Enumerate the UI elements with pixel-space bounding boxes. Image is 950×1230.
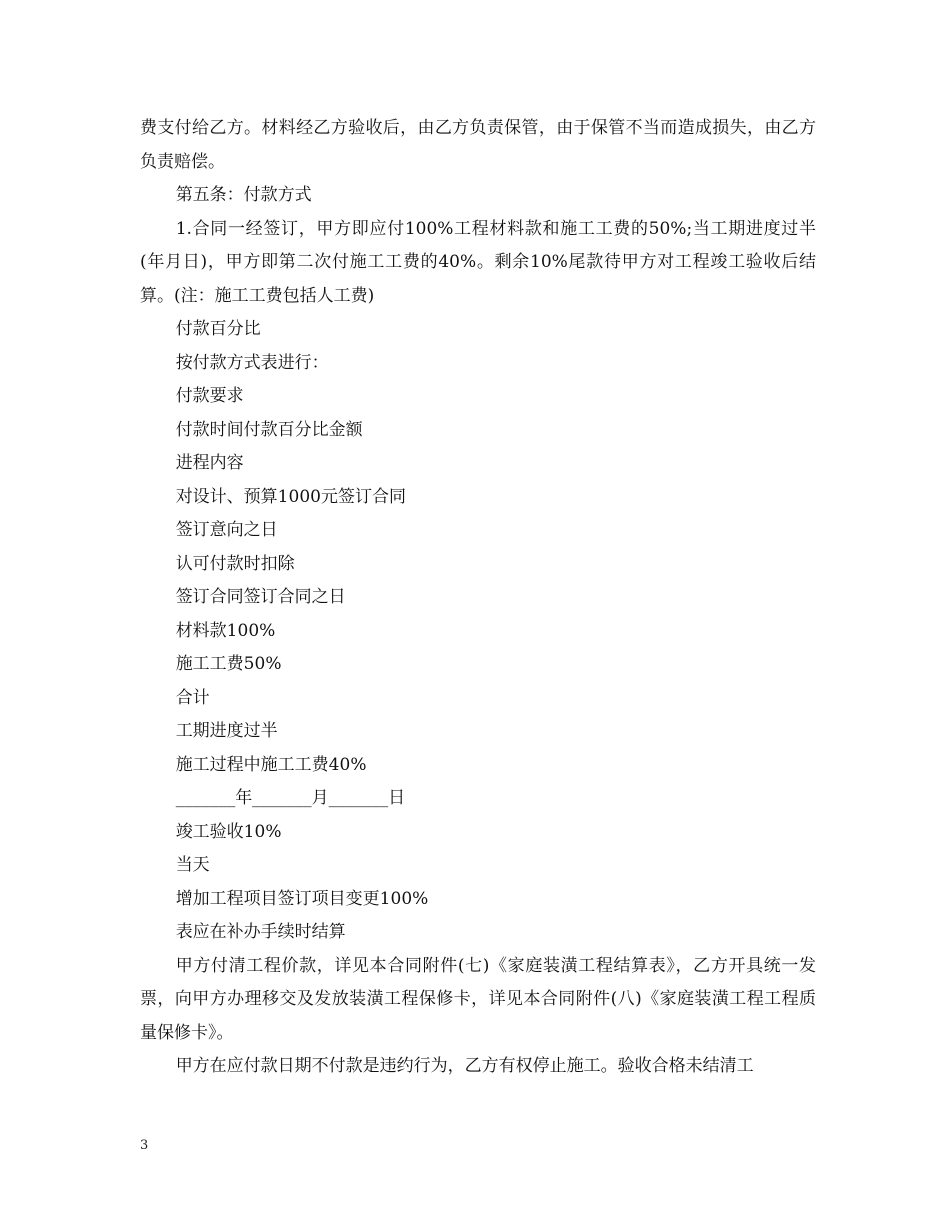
paragraph-date-blank: _______年_______月_______日 xyxy=(175,788,406,808)
paragraph-total: 合计 xyxy=(175,687,210,708)
article-5-heading: 第五条：付款方式 xyxy=(175,185,312,205)
paragraph-material-fee: 材料款100% xyxy=(175,620,276,641)
paragraph-payment-table-intro: 按付款方式表进行： xyxy=(175,352,329,373)
paragraph-continuation: 费支付给乙方。材料经乙方验收后，由乙方负责保管，由于保管不当而造成损失，由乙方负责赔偿。 xyxy=(140,118,816,172)
paragraph-payment-terms: 1.合同一经签订，甲方即应付100%工程材料款和施工工费的50%;当工期进度过半(年月日)，甲方即第二次付施工工费的40%。剩余10%尾款待甲方对工程竣工验收后结算。(注：施工工费包括人工费) xyxy=(140,218,816,306)
paragraph-payment-columns: 付款时间付款百分比金额 xyxy=(175,419,363,440)
paragraph-payment-percentage: 付款百分比 xyxy=(175,319,261,339)
paragraph-additional-items: 增加工程项目签订项目变更100% xyxy=(175,888,429,909)
paragraph-acceptance: 竣工验收10% xyxy=(175,821,282,842)
paragraph-same-day: 当天 xyxy=(175,855,210,875)
paragraph-breach: 甲方在应付款日期不付款是违约行为，乙方有权停止施工。验收合格未结清工 xyxy=(175,1056,754,1076)
paragraph-deduction: 认可付款时扣除 xyxy=(175,553,295,574)
paragraph-final-payment: 甲方付清工程价款，详见本合同附件(七)《家庭装潢工程结算表》，乙方开具统一发票，向甲方办理移交及发放装潢工程保修卡，详见本合同附件(八)《家庭装潢工程工程质量保修卡》。 xyxy=(140,955,816,1043)
paragraph-design-budget: 对设计、预算1000元签订合同 xyxy=(175,486,406,507)
paragraph-payment-requirements: 付款要求 xyxy=(175,386,244,406)
paragraph-in-process-fee: 施工过程中施工工费40% xyxy=(175,754,367,775)
paragraph-contract-date: 签订合同签订合同之日 xyxy=(175,587,346,607)
document-body xyxy=(140,112,816,1084)
page-number: 3 xyxy=(140,1138,149,1153)
paragraph-intent-date: 签订意向之日 xyxy=(175,520,278,540)
paragraph-settlement-note: 表应在补办手续时结算 xyxy=(175,922,346,942)
paragraph-halfway: 工期进度过半 xyxy=(175,721,278,741)
paragraph-process-content: 进程内容 xyxy=(175,453,244,473)
paragraph-labor-fee: 施工工费50% xyxy=(175,654,282,674)
